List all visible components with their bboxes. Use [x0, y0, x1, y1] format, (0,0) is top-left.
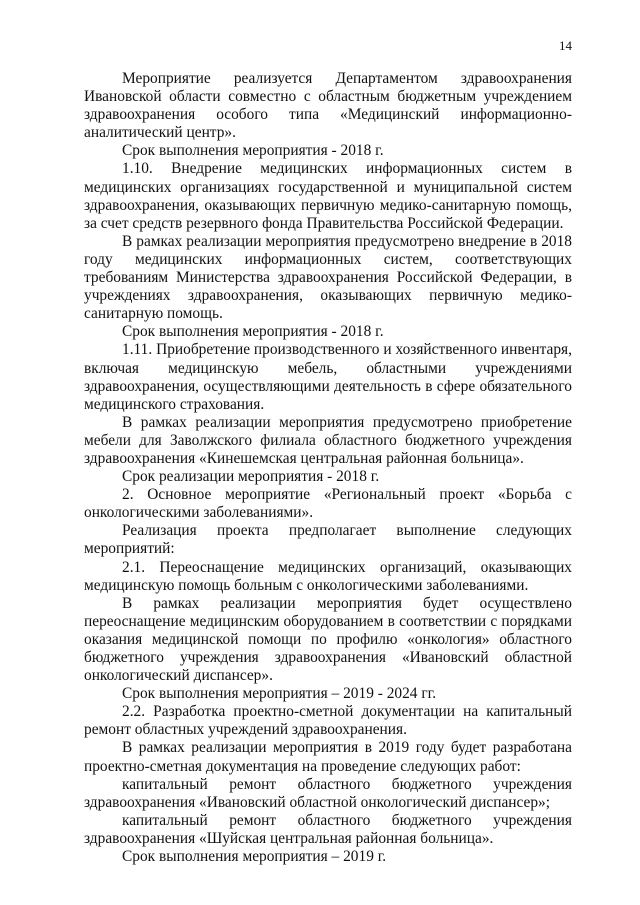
- paragraph: 2.1. Переоснащение медицинских организаций, оказывающих медицинскую помощь больным с онкологическими заболеваниями.: [84, 558, 572, 594]
- paragraph: Срок выполнения мероприятия - 2018 г.: [122, 323, 384, 341]
- paragraph: В рамках реализации мероприятия предусмотрено внедрение в 2018 году медицинских информационных систем, соответствующих требованиям Министерства здравоохранения Российской Федерации, в учреждениях здравоохранения, оказывающих первичную медико-санитарную помощь.: [84, 232, 572, 323]
- paragraph: В рамках реализации мероприятия будет осуществлено переоснащение медицинским оборудованием в соответствии с порядками оказания медицинской помощи по профилю «онкология» областного бюджетного учреждения здравоохранения «Ивановский областной онкологический диспансер».: [84, 594, 572, 685]
- paragraph: Срок реализации мероприятия - 2018 г.: [122, 468, 380, 486]
- paragraph: Срок выполнения мероприятия – 2019 г.: [122, 848, 387, 866]
- page-number: 14: [559, 38, 572, 53]
- paragraph: В рамках реализации мероприятия в 2019 году будет разработана проектно-сметная документация на проведение следующих работ:: [84, 739, 572, 775]
- paragraph: 2.2. Разработка проектно-сметной документации на капитальный ремонт областных учреждений здравоохранения.: [84, 703, 572, 739]
- paragraph: В рамках реализации мероприятия предусмотрено приобретение мебели для Заволжского филиала областного бюджетного учреждения здравоохранения «Кинешемская центральная районная больница».: [84, 413, 572, 467]
- paragraph: Срок выполнения мероприятия - 2018 г.: [122, 142, 384, 160]
- paragraph: Срок выполнения мероприятия – 2019 - 2024 гг.: [122, 685, 437, 703]
- paragraph: 1.10. Внедрение медицинских информационных систем в медицинских организациях государственной и муниципальной систем здравоохранения, оказывающих первичную медико-санитарную помощь, за счет средств резервного фонда Правительства Российской Федерации.: [84, 160, 572, 232]
- document-body: [84, 70, 572, 866]
- paragraph: Реализация проекта предполагает выполнение следующих мероприятий:: [84, 522, 572, 558]
- paragraph: Мероприятие реализуется Департаментом здравоохранения Ивановской области совместно с областным бюджетным учреждением здравоохранения особого типа «Медицинский информационно-аналитический центр».: [84, 70, 572, 142]
- paragraph: 2. Основное мероприятие «Региональный проект «Борьба с онкологическими заболеваниями».: [84, 486, 572, 522]
- paragraph: капитальный ремонт областного бюджетного учреждения здравоохранения «Ивановский областной онкологический диспансер»;: [84, 775, 572, 811]
- paragraph: 1.11. Приобретение производственного и хозяйственного инвентаря, включая медицинскую мебель, областными учреждениями здравоохранения, осуществляющими деятельность в сфере обязательного медицинского страхования.: [84, 341, 572, 413]
- paragraph: капитальный ремонт областного бюджетного учреждения здравоохранения «Шуйская центральная районная больница».: [84, 811, 572, 847]
